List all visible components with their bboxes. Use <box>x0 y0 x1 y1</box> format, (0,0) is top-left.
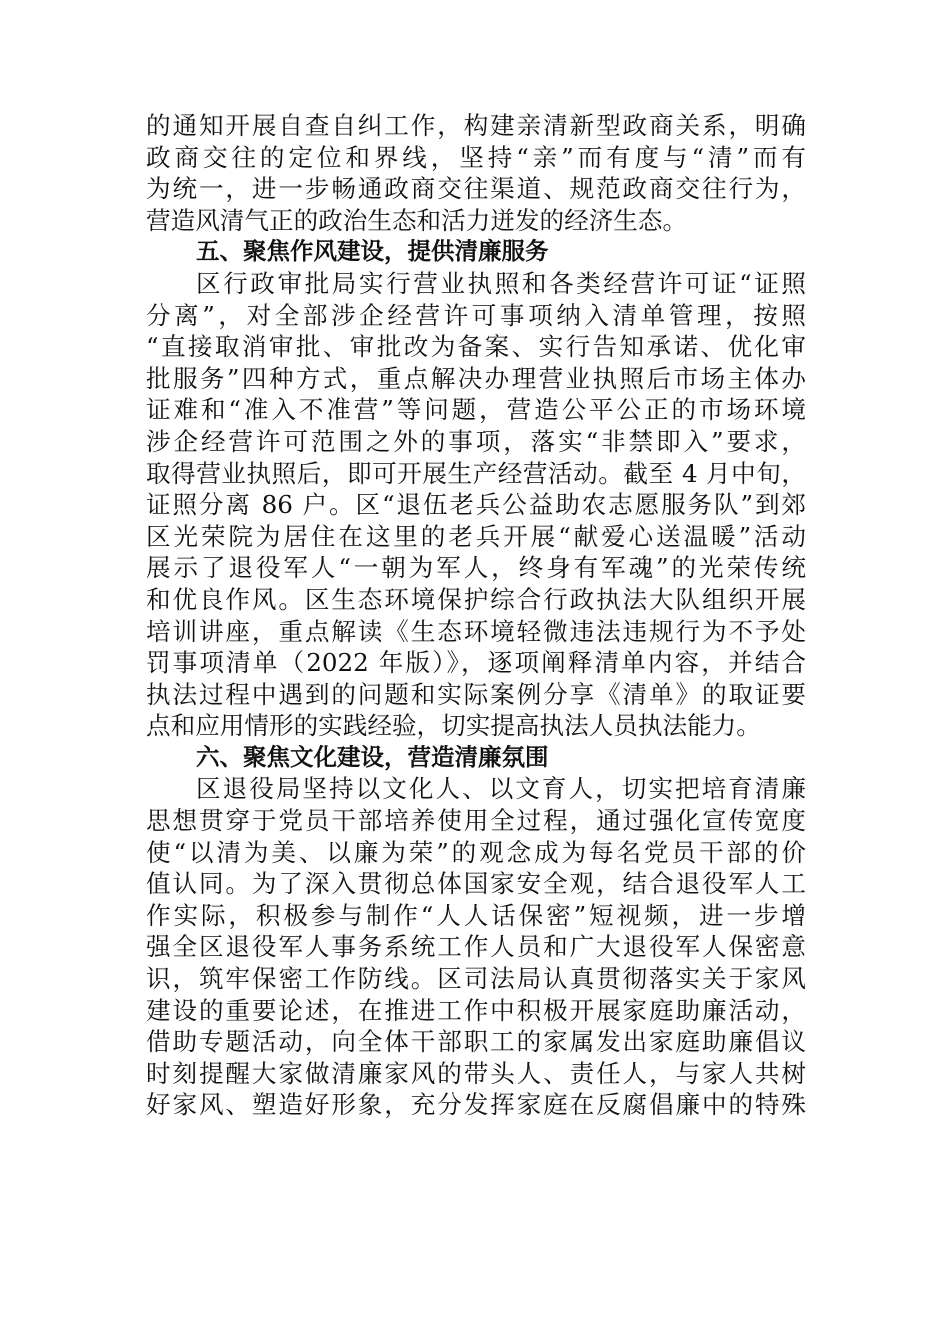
text-line: 取得营业执照后，即可开展生产经营活动。截至 4 月中旬， <box>146 458 806 488</box>
paragraph <box>146 110 806 236</box>
section-heading: 五、聚焦作风建设，提供清廉服务 <box>196 237 549 266</box>
text-line: 建设的重要论述，在推进工作中积极开展家庭助廉活动， <box>146 995 806 1025</box>
text-line: 政商交往的定位和界线，坚持“亲”而有度与“清”而有 <box>146 142 806 172</box>
text-line: 作实际，积极参与制作“人人话保密”短视频，进一步增 <box>146 900 806 930</box>
text-line: 使“以清为美、以廉为荣”的观念成为每名党员干部的价 <box>146 837 806 867</box>
text-line: 证照分离 86 户。区“退伍老兵公益助农志愿服务队”到郊 <box>146 490 806 520</box>
text-line: 的通知开展自查自纠工作，构建亲清新型政商关系，明确 <box>146 111 806 140</box>
text-line: 涉企经营许可范围之外的事项，落实“非禁即入”要求， <box>146 426 806 456</box>
text-line: 识，筑牢保密工作防线。区司法局认真贯彻落实关于家风 <box>146 964 806 994</box>
text-line: 为统一，进一步畅通政商交往渠道、规范政商交往行为， <box>146 174 806 204</box>
text-line: 证难和“准入不准营”等问题，营造公平公正的市场环境 <box>146 395 806 425</box>
paragraph <box>146 773 806 1121</box>
text-line: 区行政审批局实行营业执照和各类经营许可证“证照 <box>196 268 806 298</box>
text-line: 批服务”四种方式，重点解决办理营业执照后市场主体办 <box>146 363 806 393</box>
document-page <box>146 110 806 1121</box>
text-line: 分离”，对全部涉企经营许可事项纳入清单管理，按照 <box>146 300 806 330</box>
text-line: 展示了退役军人“一朝为军人，终身有军魂”的光荣传统 <box>146 553 806 583</box>
text-line: 罚事项清单（2022 年版）》，逐项阐释清单内容，并结合 <box>146 648 806 678</box>
text-line: 时刻提醒大家做清廉家风的带头人、责任人，与家人共树 <box>146 1058 806 1088</box>
text-line: 点和应用情形的实践经验，切实提高执法人员执法能力。 <box>146 711 761 741</box>
text-line: 区退役局坚持以文化人、以文育人，切实把培育清廉 <box>196 774 806 804</box>
text-line: 借助专题活动，向全体干部职工的家属发出家庭助廉倡议 <box>146 1027 806 1057</box>
text-line: 强全区退役军人事务系统工作人员和广大退役军人保密意 <box>146 932 806 962</box>
text-line: 和优良作风。区生态环境保护综合行政执法大队组织开展 <box>146 584 806 614</box>
text-line: 执法过程中遇到的问题和实际案例分享《清单》的取证要 <box>146 679 806 709</box>
text-line: 思想贯穿于党员干部培养使用全过程，通过强化宣传宽度 <box>146 806 806 836</box>
text-line: 好家风、塑造好形象，充分发挥家庭在反腐倡廉中的特殊 <box>146 1090 806 1120</box>
text-line: 值认同。为了深入贯彻总体国家安全观，结合退役军人工 <box>146 869 806 899</box>
paragraph <box>146 268 806 742</box>
text-line: “直接取消审批、审批改为备案、实行告知承诺、优化审 <box>146 332 806 362</box>
text-line: 培训讲座，重点解读《生态环境轻微违法违规行为不予处 <box>146 616 806 646</box>
text-line: 营造风清气正的政治生态和活力迸发的经济生态。 <box>146 205 688 235</box>
section-heading: 六、聚焦文化建设，营造清廉氛围 <box>196 742 549 771</box>
text-line: 区光荣院为居住在这里的老兵开展“献爱心送温暖”活动 <box>146 521 806 551</box>
